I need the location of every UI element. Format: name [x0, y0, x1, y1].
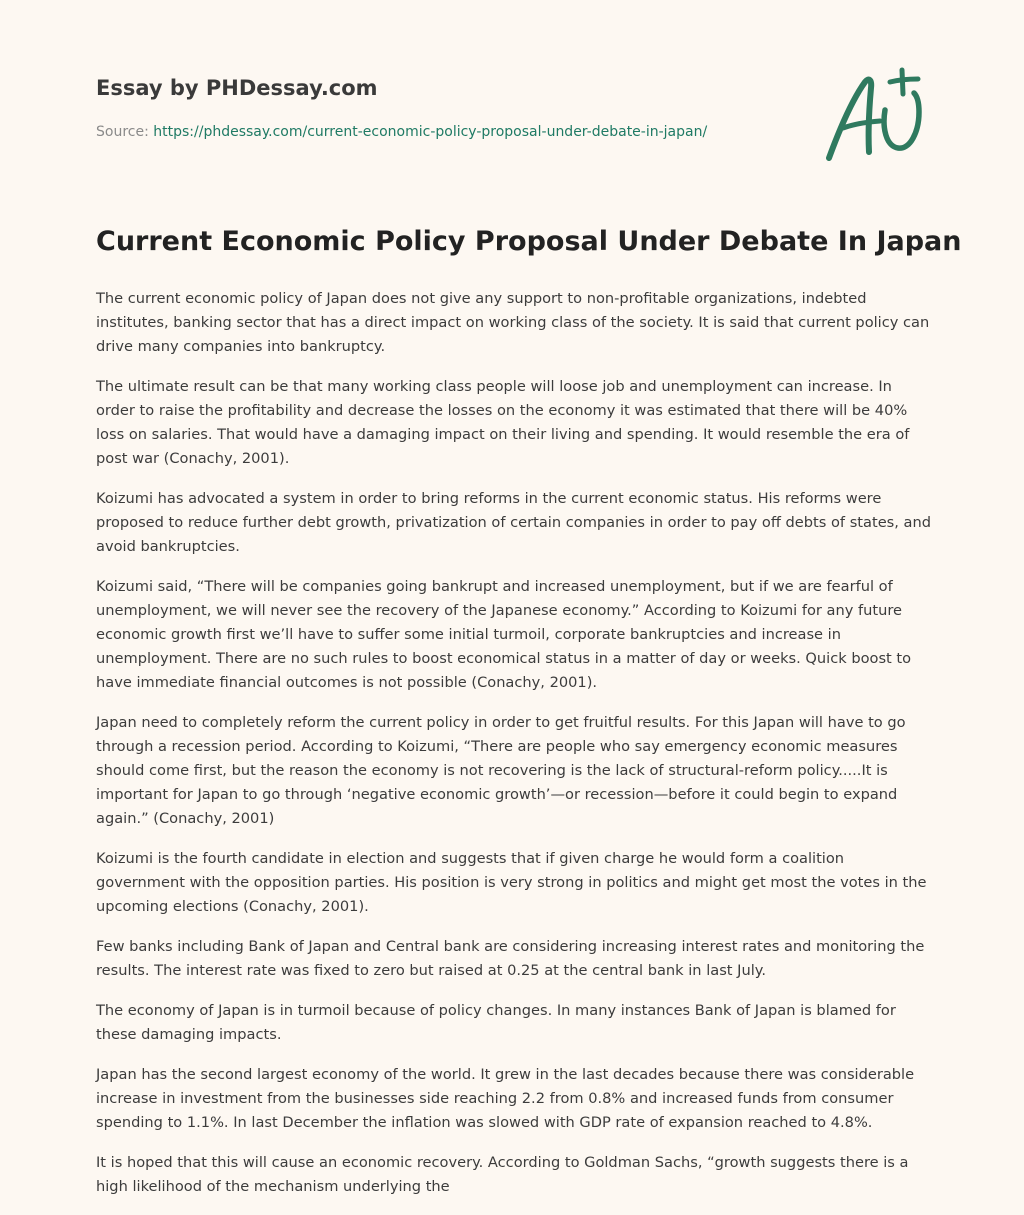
paragraph: The current economic policy of Japan does not give any support to non-profitable organizations, indebted institutes, banking sector that has a direct impact on working class of the society. It is said that current policy can drive many companies into bankruptcy. [96, 290, 930, 355]
paragraph: Japan need to completely reform the current policy in order to get fruitful results. For this Japan will have to go through a recession period. According to Koizumi, “There are people who say emergency economic measures should come first, but the reason the economy is not recovering is the lack of structural-reform policy.....It is important for Japan to go through ‘negative economic growth’—or recession—before it could begin to expand again.” (Conachy, 2001) [96, 714, 906, 827]
source-label: Source: [96, 124, 149, 140]
site-brand: Essay by PHDessay.com [96, 76, 378, 100]
paragraph: The economy of Japan is in turmoil because of policy changes. In many instances Bank of Japan is blamed for these damaging impacts. [96, 1002, 896, 1043]
paragraph: Koizumi is the fourth candidate in election and suggests that if given charge he would form a coalition government with the opposition parties. His position is very strong in politics and might get most the votes in the upcoming elections (Conachy, 2001). [96, 850, 927, 915]
paragraph: Koizumi said, “There will be companies going bankrupt and increased unemployment, but if we are fearful of unemployment, we will never see the recovery of the Japanese economy.” According to Koizumi for any future economic growth first we’ll have to suffer some initial turmoil, corporate bankruptcies and increase in unemployment. There are no such rules to boost economical status in a matter of day or weeks. Quick boost to have immediate financial outcomes is not possible (Conachy, 2001). [96, 578, 912, 691]
paragraph: It is hoped that this will cause an economic recovery. According to Goldman Sachs, “growth suggests there is a high likelihood of the mechanism underlying the [96, 1154, 909, 1195]
paragraph: Koizumi has advocated a system in order to bring reforms in the current economic status. His reforms were proposed to reduce further debt growth, privatization of certain companies in order to pay off debts of states, and avoid bankruptcies. [96, 490, 932, 555]
essay-page [96, 0, 962, 1195]
source-link[interactable]: https://phdessay.com/current-economic-policy-proposal-under-debate-in-japan/ [153, 124, 708, 140]
page-header [96, 0, 932, 190]
paragraph: Japan has the second largest economy of the world. It grew in the last decades because there was considerable increase in investment from the businesses side reaching 2.2 from 0.8% and increased funds from consumer spending to 1.1%. In last December the inflation was slowed with GDP rate of expansion reached to 4.8%. [96, 1066, 915, 1131]
paragraph: Few banks including Bank of Japan and Central bank are considering increasing interest rates and monitoring the results. The interest rate was fixed to zero but raised at 0.25 at the central bank in last July. [96, 938, 925, 979]
source-line [96, 124, 707, 140]
article-body [96, 287, 932, 1215]
paragraph: The ultimate result can be that many working class people will loose job and unemployment can increase. In order to raise the profitability and decrease the losses on the economy it was estimated that there will be 40% loss on salaries. That would have a damaging impact on their living and spending. It would resemble the era of post war (Conachy, 2001). [96, 378, 910, 467]
article-title: Current Economic Policy Proposal Under Debate In Japan [96, 226, 962, 257]
a-plus-logo-icon [822, 66, 926, 164]
